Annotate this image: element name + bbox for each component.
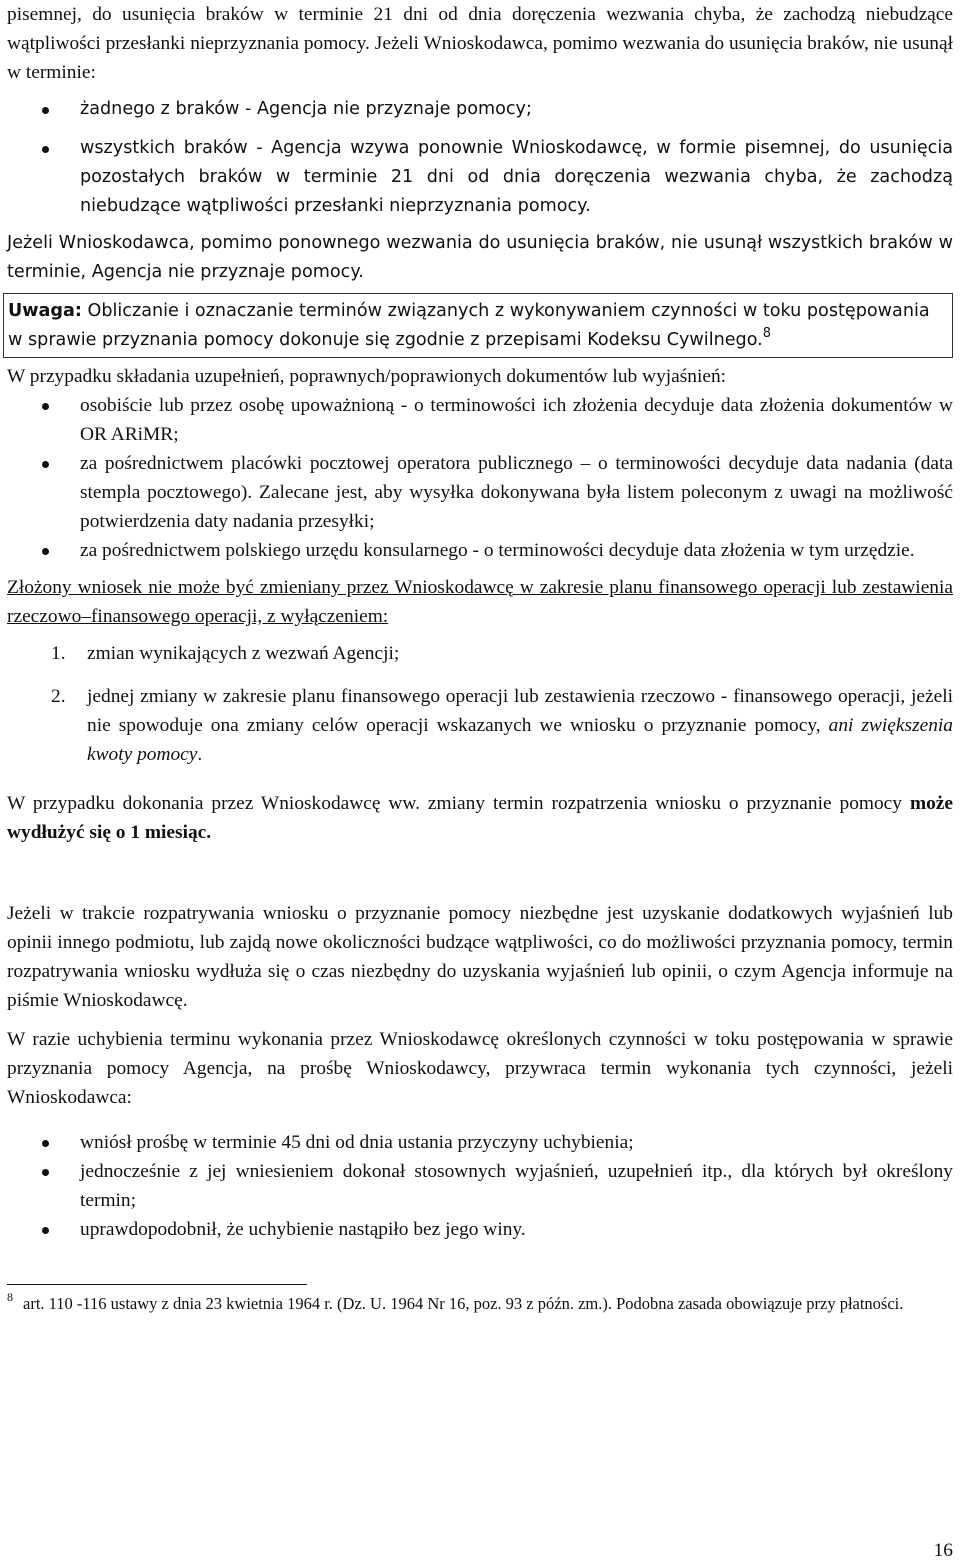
list-item: uprawdopodobnił, że uchybienie nastąpiło bez jego winy.	[7, 1215, 953, 1244]
paragraph-submissions: W przypadku składania uzupełnień, poprawnych/poprawionych dokumentów lub wyjaśnień:	[7, 366, 727, 387]
footnote-separator	[7, 1284, 307, 1285]
note-label: Uwaga:	[8, 301, 82, 321]
list-item: za pośrednictwem polskiego urzędu konsularnego - o terminowości decyduje data złożenia w tym urzędzie.	[7, 536, 953, 565]
bullet-list-submission-methods	[7, 391, 953, 565]
paragraph-deadline-restore: W razie uchybienia terminu wykonania przez Wnioskodawcę określonych czynności w toku postępowania w sprawie przyznania pomocy Agencja, na prośbę Wnioskodawcy, przywraca termin wykonania tych czynności, jeżeli Wnioskodawca:	[7, 1029, 953, 1108]
paragraph-repeat-call: Jeżeli Wnioskodawca, pomimo ponownego wezwania do usunięcia braków, nie usunął wszystkich braków w terminie, Agencja nie przyznaje pomocy.	[7, 233, 953, 282]
list-item: 2. jednej zmiany w zakresie planu finansowego operacji lub zestawienia rzeczowo - finansowego operacji, jeżeli nie spowoduje ona zmiany celów operacji wskazanych we wniosku o przyznanie pomocy, ani zwiększenia kwoty pomocy.	[7, 682, 953, 769]
footnote	[7, 1291, 953, 1316]
list-item: żadnego z braków - Agencja nie przyznaje pomocy;	[7, 95, 953, 124]
paragraph-intro: pisemnej, do usunięcia braków w terminie 21 dni od dnia doręczenia wezwania chyba, że zachodzą niebudzące wątpliwości przesłanki nieprzyznania pomocy. Jeżeli Wnioskodawca, pomimo wezwania do usunięcia braków, nie usunął w terminie:	[7, 4, 953, 83]
paragraph-extension: W przypadku dokonania przez Wnioskodawcę ww. zmiany termin rozpatrzenia wniosku o przyznanie pomocy może wydłużyć się o 1 miesiąc.	[7, 793, 953, 843]
paragraph-changes-restriction: Złożony wniosek nie może być zmieniany przez Wnioskodawcę w zakresie planu finansowego operacji lub zestawienia rzeczowo–finansowego operacji, z wyłączeniem:	[7, 577, 953, 627]
footnote-number: 8	[7, 1290, 13, 1304]
page-number: 16	[933, 1540, 953, 1561]
list-item: za pośrednictwem placówki pocztowej operatora publicznego – o terminowości decyduje data nadania (data stempla pocztowego). Zalecane jest, aby wysyłka dokonywana była listem poleconym z uwagi na możliwość potwierdzenia daty nadania przesyłki;	[7, 449, 953, 536]
list-item: jednocześnie z jej wniesieniem dokonał stosownych wyjaśnień, uzupełnień itp., dla których był określony termin;	[7, 1157, 953, 1215]
list-item: wszystkich braków - Agencja wzywa ponownie Wnioskodawcę, w formie pisemnej, do usunięcia pozostałych braków w terminie 21 dni od dnia doręczenia wezwania chyba, że zachodzą niebudzące wątpliwości przesłanki nieprzyznania pomocy.	[7, 134, 953, 221]
footnote-text: art. 110 -116 ustawy z dnia 23 kwietnia 1964 r. (Dz. U. 1964 Nr 16, poz. 93 z późn. zm.). Podobna zasada obowiązuje przy płatności.	[23, 1294, 904, 1313]
bullet-list-missing-items	[7, 95, 953, 221]
list-item: wniósł prośbę w terminie 45 dni od dnia ustania przyczyny uchybienia;	[7, 1128, 953, 1157]
footnote-ref[interactable]: 8	[762, 326, 772, 341]
list-number: 1.	[51, 643, 66, 664]
note-box	[3, 293, 953, 358]
list-item: osobiście lub przez osobę upoważnioną - o terminowości ich złożenia decyduje data złożenia dokumentów w OR ARiMR;	[7, 391, 953, 449]
document-page	[7, 0, 953, 1316]
note-text: Obliczanie i oznaczanie terminów związanych z wykonywaniem czynności w toku postępowania w sprawie przyznania pomocy dokonuje się zgodnie z przepisami Kodeksu Cywilnego.	[8, 301, 930, 350]
bullet-list-restore-conditions	[7, 1128, 953, 1244]
numbered-list-exceptions	[7, 639, 953, 769]
list-number: 2.	[51, 686, 66, 707]
list-item: 1. zmian wynikających z wezwań Agencji;	[7, 639, 953, 668]
paragraph-additional-explanations: Jeżeli w trakcie rozpatrywania wniosku o przyznanie pomocy niezbędne jest uzyskanie dodatkowych wyjaśnień lub opinii innego podmiotu, lub zajdą nowe okoliczności budzące wątpliwości, co do możliwości przyznania pomocy, termin rozpatrywania wniosku wydłuża się o czas niezbędny do uzyskania wyjaśnień lub opinii, o czym Agencja informuje na piśmie Wnioskodawcę.	[7, 903, 953, 1011]
